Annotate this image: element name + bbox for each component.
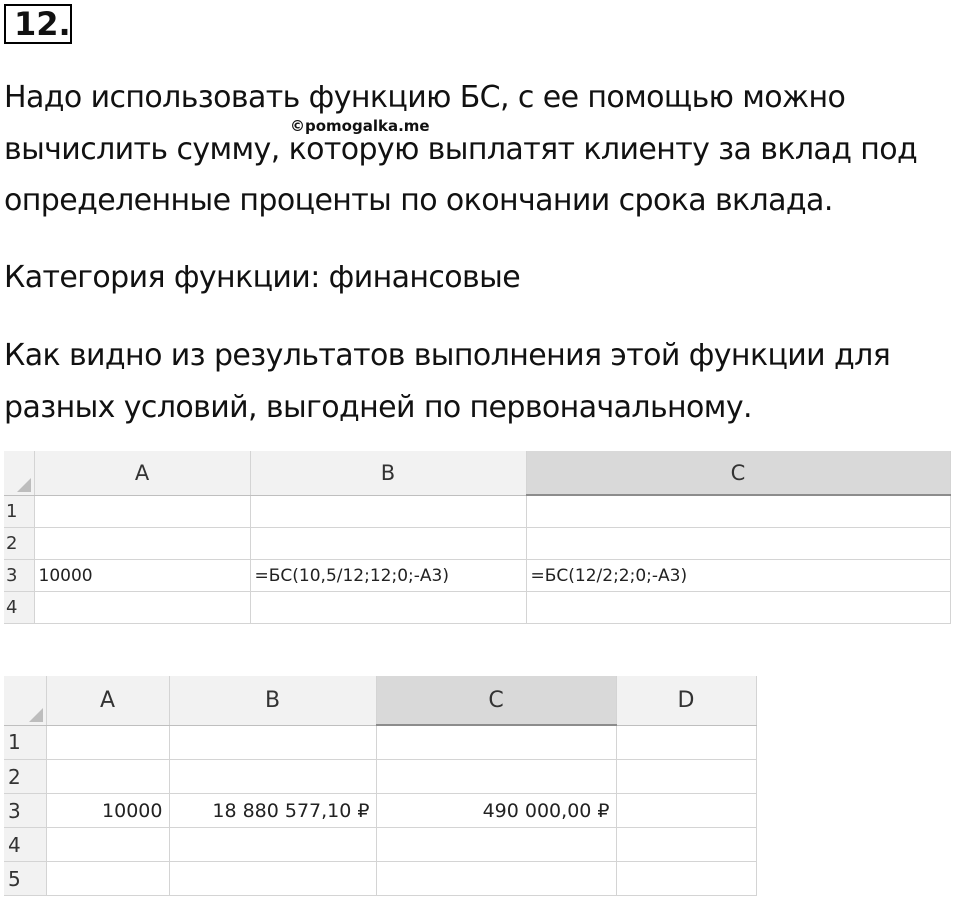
cell-b4[interactable]	[169, 828, 376, 862]
watermark: ©pomogalka.me	[290, 117, 430, 135]
column-header-a[interactable]: A	[46, 676, 169, 725]
table-row	[4, 862, 756, 896]
column-header-c[interactable]: C	[376, 676, 616, 725]
column-header-d[interactable]: D	[616, 676, 756, 725]
cell-d1[interactable]	[616, 725, 756, 760]
cell-a4[interactable]	[46, 828, 169, 862]
paragraph-line-5: Как видно из результатов выполнения этой функции для	[4, 338, 891, 373]
cell-d5[interactable]	[616, 862, 756, 896]
formula-spreadsheet	[4, 451, 951, 624]
function-category: Категория функции: финансовые	[4, 260, 521, 295]
cell-a1[interactable]	[34, 495, 250, 528]
row-header[interactable]: 3	[4, 560, 34, 592]
cell-b5[interactable]	[169, 862, 376, 896]
cell-c4[interactable]	[526, 592, 950, 624]
cell-c1[interactable]	[376, 725, 616, 760]
cell-b1[interactable]	[169, 725, 376, 760]
table-row	[4, 794, 756, 828]
cell-a1[interactable]	[46, 725, 169, 760]
cell-b2[interactable]	[169, 760, 376, 794]
table-row	[4, 828, 756, 862]
select-all-triangle-icon	[17, 478, 31, 492]
table-row	[4, 495, 950, 528]
paragraph-line-2: вычислить сумму, которую выплатят клиенту за вклад под	[4, 132, 918, 167]
cell-d3[interactable]	[616, 794, 756, 828]
cell-a5[interactable]	[46, 862, 169, 896]
cell-d4[interactable]	[616, 828, 756, 862]
row-header[interactable]: 4	[4, 592, 34, 624]
table-row	[4, 592, 950, 624]
cell-b3[interactable]: 18 880 577,10 ₽	[169, 794, 376, 828]
column-header-row	[4, 451, 950, 495]
cell-c5[interactable]	[376, 862, 616, 896]
cell-a3[interactable]: 10000	[34, 560, 250, 592]
paragraph-line-3: определенные проценты по окончании срока вклада.	[4, 183, 833, 218]
row-header[interactable]: 2	[4, 528, 34, 560]
cell-b2[interactable]	[250, 528, 526, 560]
table-row	[4, 528, 950, 560]
row-header[interactable]: 2	[4, 760, 46, 794]
column-header-b[interactable]: B	[169, 676, 376, 725]
problem-number: 12.	[4, 4, 72, 44]
row-header[interactable]: 1	[4, 725, 46, 760]
cell-b4[interactable]	[250, 592, 526, 624]
cell-d2[interactable]	[616, 760, 756, 794]
paragraph-line-1: Надо использовать функцию БС, с ее помощью можно	[4, 80, 846, 115]
column-header-b[interactable]: B	[250, 451, 526, 495]
paragraph-line-6: разных условий, выгодней по первоначальному.	[4, 390, 752, 425]
column-header-a[interactable]: A	[34, 451, 250, 495]
row-header[interactable]: 1	[4, 495, 34, 528]
cell-a3[interactable]: 10000	[46, 794, 169, 828]
select-all-corner[interactable]	[4, 451, 34, 495]
column-header-c[interactable]: C	[526, 451, 950, 495]
table-row	[4, 760, 756, 794]
cell-c2[interactable]	[526, 528, 950, 560]
cell-a2[interactable]	[34, 528, 250, 560]
cell-c1[interactable]	[526, 495, 950, 528]
row-header[interactable]: 5	[4, 862, 46, 896]
cell-c3[interactable]: =БС(12/2;2;0;-А3)	[526, 560, 950, 592]
column-header-row	[4, 676, 756, 725]
row-header[interactable]: 4	[4, 828, 46, 862]
cell-a4[interactable]	[34, 592, 250, 624]
cell-c3[interactable]: 490 000,00 ₽	[376, 794, 616, 828]
row-header[interactable]: 3	[4, 794, 46, 828]
cell-b1[interactable]	[250, 495, 526, 528]
cell-c2[interactable]	[376, 760, 616, 794]
cell-a2[interactable]	[46, 760, 169, 794]
table-row	[4, 725, 756, 760]
cell-c4[interactable]	[376, 828, 616, 862]
table-row	[4, 560, 950, 592]
select-all-corner[interactable]	[4, 676, 46, 725]
cell-b3[interactable]: =БС(10,5/12;12;0;-А3)	[250, 560, 526, 592]
select-all-triangle-icon	[29, 708, 43, 722]
results-spreadsheet	[4, 676, 757, 896]
